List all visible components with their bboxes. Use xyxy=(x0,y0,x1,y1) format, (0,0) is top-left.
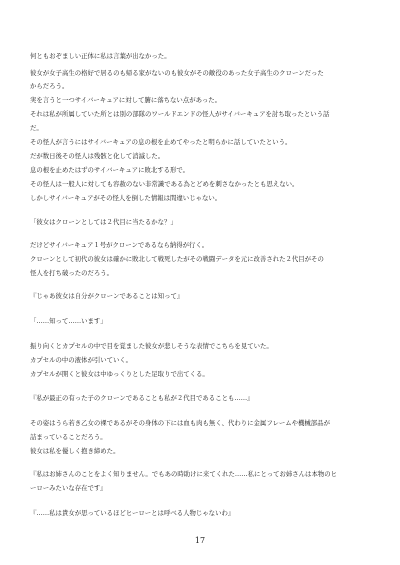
dialogue-line: 「……知って……います」 xyxy=(30,317,107,325)
body-line: しかしサイバーキュアがその怪人を倒した情報は間違いじゃない。 xyxy=(30,194,222,202)
dialogue-line: 『……私は貴女が思っているほどヒーローとは呼べる人物じゃないわ』 xyxy=(30,509,235,517)
body-line: それは私が所属していた所とは別の部隊のワールドエンドの怪人がサイバーキュアを討ち取ったという話 xyxy=(30,110,330,118)
body-line: 彼女は私を優しく抱き締めた。 xyxy=(30,447,120,455)
body-line: 彼女が女子高生の格好で居るのも帰る家がないのも彼女がその敵役のあった女子高生のクローンだった xyxy=(30,69,324,77)
dialogue-line: ーローみたいな存在です』 xyxy=(30,484,107,492)
body-line: カプセルが開くと彼女は中ゆっくりとした足取りで出てくる。 xyxy=(30,370,209,378)
body-line: だけどサイバーキュア１号がクローンであるなら納得が行く。 xyxy=(30,241,209,249)
body-line: 詰まっていることだろう。 xyxy=(30,433,107,441)
body-line: その怪人が言うにはサイバーキュアの息の根を止めてやったと明らかに話していたという。 xyxy=(30,138,292,146)
dialogue-line: 『じゃあ彼女は自分がクローンであることは知って』 xyxy=(30,292,184,300)
body-line: 怪人を打ち破ったのだろう。 xyxy=(30,269,114,277)
dialogue-line: 「彼女はクローンとしては２代目に当たるかな？」 xyxy=(30,218,177,226)
body-line: だが数日後その怪人は残骸と化して消滅した。 xyxy=(30,152,165,160)
body-line: クローンとして初代の彼女は確かに敗北して戦死したがその戦闘データを元に改善された２代目がその xyxy=(30,255,324,263)
body-line: からだろう。 xyxy=(30,82,69,90)
page-number: 17 xyxy=(194,536,206,545)
dialogue-line: 『私はお姉さんのことをよく知りません。でもあの時助けに来てくれた……私にとってお姉さんは本物のヒ xyxy=(30,470,338,478)
dialogue-line: 『私が最正の有った子のクローンであることも私が２代目であることも……』 xyxy=(30,394,254,402)
body-line: カプセルの中の液体が引いていく。 xyxy=(30,356,133,364)
body-line: その怪人は一般人に対しても容赦のない非常識である為とどめを刺さなかったとも思えない。 xyxy=(30,180,299,188)
body-line: その姿はうら若き乙女の裸であるがその身体の下には血も肉も無く、代わりに金属フレームや機械部品が xyxy=(30,419,330,427)
body-line: 振り向くとカプセルの中で目を覚ました彼女が悲しそうな表情でこちらを見ていた。 xyxy=(30,342,273,350)
body-line: 息の根を止めたはずのサイバーキュアに敗北する形で。 xyxy=(30,166,190,174)
body-line: だ。 xyxy=(30,124,43,132)
body-line: 何ともおぞましい正体に私は言葉が出なかった。 xyxy=(30,52,171,60)
body-line: 実を言うと一つサイバーキュアに対して腑に落ちない点があった。 xyxy=(30,96,222,104)
